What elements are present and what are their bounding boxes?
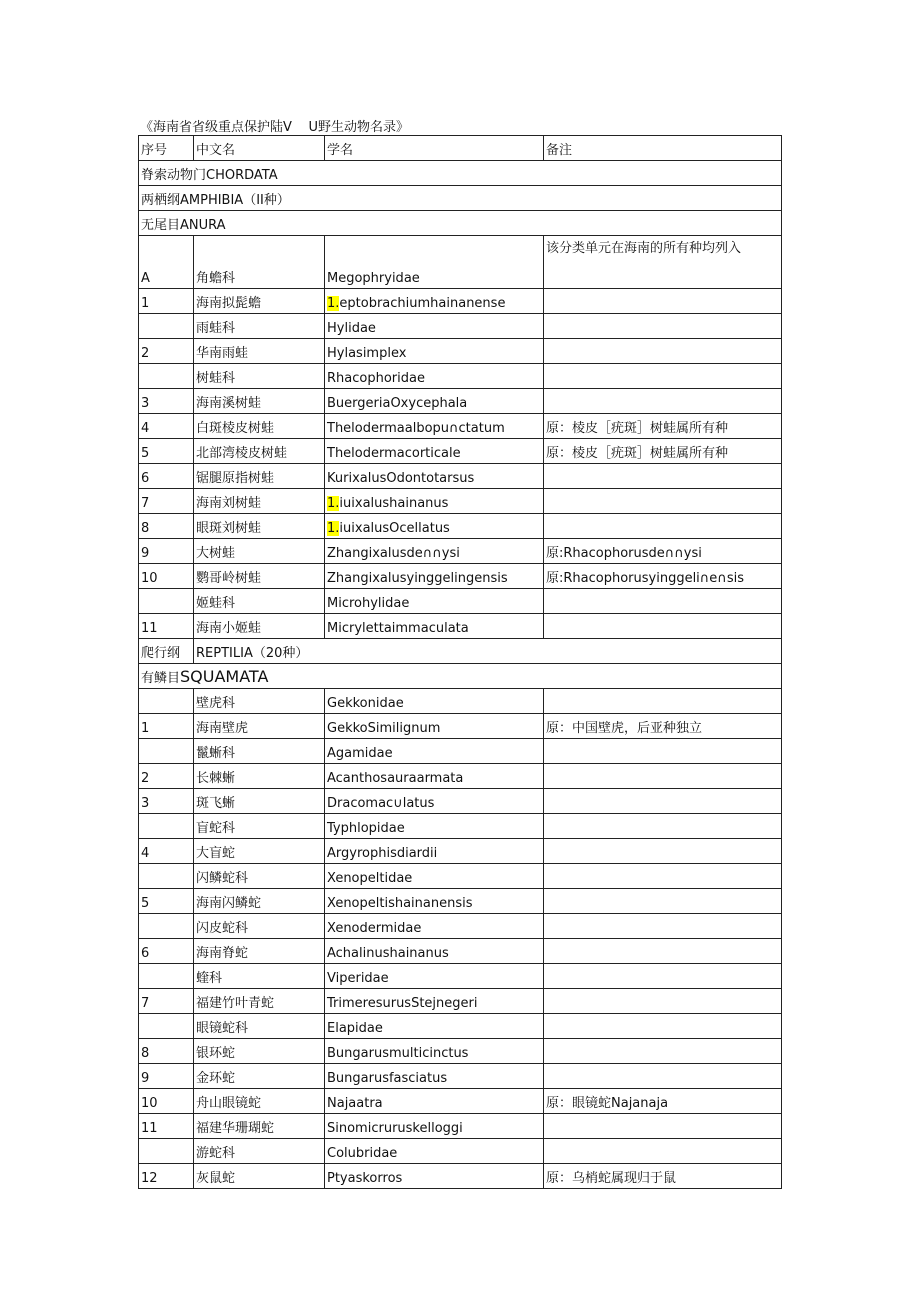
header-sci: 学名 — [325, 136, 544, 161]
cell-cn: 华南雨蛙 — [194, 339, 325, 364]
table-row — [139, 1164, 782, 1189]
cell-note — [544, 889, 782, 914]
cell-cn: 海南刘树蛙 — [194, 489, 325, 514]
cell-no: 9 — [139, 1064, 194, 1089]
cell-cn: 海南壁虎 — [194, 714, 325, 739]
cell-no: 7 — [139, 989, 194, 1014]
table-row — [139, 589, 782, 614]
cell-cn: 福建竹叶青蛇 — [194, 989, 325, 1014]
cell-note — [544, 389, 782, 414]
cell-note — [544, 864, 782, 889]
table-row — [139, 989, 782, 1014]
cell-note — [544, 814, 782, 839]
cell-cn: 海南拟髭蟾 — [194, 289, 325, 314]
cell-sci: Xenopeltishainanensis — [325, 889, 544, 914]
cell-sci: Megophryidae — [325, 236, 544, 289]
title-right: U野生动物名录》 — [308, 120, 409, 135]
cell-cn: 眼镜蛇科 — [194, 1014, 325, 1039]
cell-no — [139, 964, 194, 989]
table-row — [139, 489, 782, 514]
table-row — [139, 889, 782, 914]
section-row — [139, 186, 782, 211]
cell-sci: Dracomac∪latus — [325, 789, 544, 814]
highlight-mark: 1. — [327, 521, 340, 536]
cell-cn: 北部湾棱皮树蛙 — [194, 439, 325, 464]
section-amphibia: 两栖纲AMPHIBIA（II种） — [139, 186, 782, 211]
cell-note — [544, 589, 782, 614]
cell-note: 原：棱皮［疣斑］树蛙属所有种 — [544, 414, 782, 439]
table-row — [139, 614, 782, 639]
cell-no — [139, 1139, 194, 1164]
section-squamata-a: 有鳞目 — [141, 671, 181, 686]
cell-cn: 鬣蜥科 — [194, 739, 325, 764]
cell-no: 10 — [139, 564, 194, 589]
cell-cn: 锯腿原指树蛙 — [194, 464, 325, 489]
cell-no — [139, 864, 194, 889]
cell-cn: 海南小姬蛙 — [194, 614, 325, 639]
table-row — [139, 289, 782, 314]
sci-name-text: eptobrachiumhainanense — [339, 296, 506, 311]
cell-note — [544, 289, 782, 314]
cell-note: 原:Rhacophorusde∩∩ysi — [544, 539, 782, 564]
sci-name-text: iuixalusOcellatus — [339, 521, 450, 536]
cell-cn: 壁虎科 — [194, 689, 325, 714]
cell-sci: Achalinushainanus — [325, 939, 544, 964]
cell-sci: Thelodermaalbopu∩ctatum — [325, 414, 544, 439]
cell-note — [544, 789, 782, 814]
header-row — [139, 136, 782, 161]
table-row — [139, 964, 782, 989]
table-row — [139, 839, 782, 864]
section-row — [139, 211, 782, 236]
highlight-mark: 1. — [327, 296, 340, 311]
cell-sci — [325, 289, 544, 314]
cell-sci: Zhangixalusyinggelingensis — [325, 564, 544, 589]
title-left: 《海南省省级重点保护陆V — [140, 120, 292, 135]
cell-sci: Argyrophisdiardii — [325, 839, 544, 864]
cell-cn: 鹦哥岭树蛙 — [194, 564, 325, 589]
cell-sci — [325, 514, 544, 539]
cell-sci: GekkoSimilignum — [325, 714, 544, 739]
cell-cn: 银环蛇 — [194, 1039, 325, 1064]
cell-no — [139, 1014, 194, 1039]
cell-cn: 盲蛇科 — [194, 814, 325, 839]
section-reptilia-b: REPTILIA（20种） — [194, 639, 782, 664]
cell-no: 2 — [139, 764, 194, 789]
cell-note — [544, 989, 782, 1014]
table-row — [139, 864, 782, 889]
cell-sci: Hylasimplex — [325, 339, 544, 364]
cell-sci: KurixalusOdontotarsus — [325, 464, 544, 489]
cell-note: 原：棱皮［疣斑］树蛙属所有种 — [544, 439, 782, 464]
cell-cn: 斑飞蜥 — [194, 789, 325, 814]
cell-no — [139, 689, 194, 714]
cell-cn: 白斑棱皮树蛙 — [194, 414, 325, 439]
cell-no: 1 — [139, 289, 194, 314]
cell-no: 1 — [139, 714, 194, 739]
cell-cn: 游蛇科 — [194, 1139, 325, 1164]
cell-sci: Xenodermidae — [325, 914, 544, 939]
sci-name-text: iuixalushainanus — [339, 496, 449, 511]
section-reptilia-a: 爬行纲 — [139, 639, 194, 664]
table-row — [139, 414, 782, 439]
table-row — [139, 514, 782, 539]
cell-sci: Hylidae — [325, 314, 544, 339]
cell-cn: 海南脊蛇 — [194, 939, 325, 964]
cell-note — [544, 514, 782, 539]
cell-no: A — [139, 236, 194, 289]
cell-cn: 长棘蜥 — [194, 764, 325, 789]
cell-no: 11 — [139, 1114, 194, 1139]
section-row — [139, 639, 782, 664]
cell-cn: 舟山眼镜蛇 — [194, 1089, 325, 1114]
cell-no: 7 — [139, 489, 194, 514]
cell-note: 原：乌梢蛇属现归于鼠 — [544, 1164, 782, 1189]
cell-cn: 大盲蛇 — [194, 839, 325, 864]
section-row — [139, 161, 782, 186]
cell-sci — [325, 489, 544, 514]
cell-note — [544, 339, 782, 364]
cell-note: 原：眼镜蛇Najanaja — [544, 1089, 782, 1114]
header-cn: 中文名 — [194, 136, 325, 161]
cell-cn: 福建华珊瑚蛇 — [194, 1114, 325, 1139]
cell-cn: 角蟾科 — [194, 236, 325, 289]
cell-no: 10 — [139, 1089, 194, 1114]
cell-sci: Agamidae — [325, 739, 544, 764]
cell-note: 该分类单元在海南的所有种均列入 — [544, 236, 782, 289]
cell-sci: Gekkonidae — [325, 689, 544, 714]
cell-no: 4 — [139, 414, 194, 439]
cell-sci: Acanthosauraarmata — [325, 764, 544, 789]
table-row — [139, 389, 782, 414]
cell-sci: Najaatra — [325, 1089, 544, 1114]
section-chordata: 脊索动物门CHORDATA — [139, 161, 782, 186]
header-no: 序号 — [139, 136, 194, 161]
cell-note — [544, 739, 782, 764]
cell-no — [139, 589, 194, 614]
cell-no — [139, 914, 194, 939]
cell-sci: Typhlopidae — [325, 814, 544, 839]
cell-note — [544, 489, 782, 514]
cell-no: 11 — [139, 614, 194, 639]
species-table — [138, 135, 782, 1189]
section-anura: 无尾目ANURA — [139, 211, 782, 236]
cell-sci: Zhangixalusde∩∩ysi — [325, 539, 544, 564]
cell-sci: Ptyaskorros — [325, 1164, 544, 1189]
section-row — [139, 664, 782, 689]
cell-sci: Bungarusfasciatus — [325, 1064, 544, 1089]
cell-sci: Rhacophoridae — [325, 364, 544, 389]
cell-no — [139, 814, 194, 839]
cell-note — [544, 364, 782, 389]
cell-no — [139, 364, 194, 389]
table-row — [139, 714, 782, 739]
cell-sci: Colubridae — [325, 1139, 544, 1164]
cell-cn: 闪皮蛇科 — [194, 914, 325, 939]
table-row — [139, 236, 782, 289]
cell-note — [544, 464, 782, 489]
table-row — [139, 1139, 782, 1164]
section-squamata-b: SQUAMATA — [180, 667, 269, 686]
cell-no: 6 — [139, 464, 194, 489]
cell-cn: 蝰科 — [194, 964, 325, 989]
cell-note — [544, 1114, 782, 1139]
cell-no: 5 — [139, 439, 194, 464]
cell-note — [544, 839, 782, 864]
table-row — [139, 939, 782, 964]
cell-sci: Viperidae — [325, 964, 544, 989]
cell-note — [544, 964, 782, 989]
cell-sci: Micrylettaimmaculata — [325, 614, 544, 639]
table-row — [139, 464, 782, 489]
cell-note — [544, 939, 782, 964]
cell-cn: 闪鳞蛇科 — [194, 864, 325, 889]
cell-no: 8 — [139, 514, 194, 539]
cell-note — [544, 764, 782, 789]
cell-cn: 树蛙科 — [194, 364, 325, 389]
cell-cn: 金环蛇 — [194, 1064, 325, 1089]
cell-sci: Sinomicruruskelloggi — [325, 1114, 544, 1139]
cell-sci: Elapidae — [325, 1014, 544, 1039]
cell-cn: 海南闪鳞蛇 — [194, 889, 325, 914]
table-row — [139, 689, 782, 714]
cell-sci: TrimeresurusStejnegeri — [325, 989, 544, 1014]
cell-no: 2 — [139, 339, 194, 364]
table-row — [139, 364, 782, 389]
cell-note — [544, 1139, 782, 1164]
cell-cn: 大树蛙 — [194, 539, 325, 564]
table-row — [139, 1039, 782, 1064]
cell-cn: 海南溪树蛙 — [194, 389, 325, 414]
cell-sci: BuergeriaOxycephala — [325, 389, 544, 414]
cell-sci: Bungarusmulticinctus — [325, 1039, 544, 1064]
cell-no: 5 — [139, 889, 194, 914]
table-row — [139, 1014, 782, 1039]
cell-sci: Xenopeltidae — [325, 864, 544, 889]
cell-note: 原：中国壁虎，后亚种独立 — [544, 714, 782, 739]
header-note: 备注 — [544, 136, 782, 161]
table-row — [139, 339, 782, 364]
cell-note — [544, 1064, 782, 1089]
cell-no: 8 — [139, 1039, 194, 1064]
cell-note — [544, 914, 782, 939]
cell-note — [544, 689, 782, 714]
cell-no: 3 — [139, 389, 194, 414]
table-row — [139, 914, 782, 939]
table-row — [139, 564, 782, 589]
table-row — [139, 1064, 782, 1089]
cell-cn: 眼斑刘树蛙 — [194, 514, 325, 539]
cell-note — [544, 614, 782, 639]
cell-sci: Microhylidae — [325, 589, 544, 614]
highlight-mark: 1. — [327, 496, 340, 511]
table-row — [139, 539, 782, 564]
section-squamata — [139, 664, 782, 689]
cell-no: 12 — [139, 1164, 194, 1189]
cell-cn: 灰鼠蛇 — [194, 1164, 325, 1189]
table-row — [139, 789, 782, 814]
document-title — [140, 116, 409, 135]
cell-no: 6 — [139, 939, 194, 964]
cell-no: 4 — [139, 839, 194, 864]
table-row — [139, 764, 782, 789]
cell-no: 3 — [139, 789, 194, 814]
cell-sci: Thelodermacorticale — [325, 439, 544, 464]
table-row — [139, 314, 782, 339]
cell-no: 9 — [139, 539, 194, 564]
cell-no — [139, 739, 194, 764]
cell-note — [544, 314, 782, 339]
table-row — [139, 439, 782, 464]
cell-cn: 姬蛙科 — [194, 589, 325, 614]
table-row — [139, 1089, 782, 1114]
cell-note — [544, 1014, 782, 1039]
table-row — [139, 1114, 782, 1139]
cell-cn: 雨蛙科 — [194, 314, 325, 339]
cell-no — [139, 314, 194, 339]
cell-note — [544, 1039, 782, 1064]
table-row — [139, 814, 782, 839]
cell-note: 原:Rhacophorusyinggeli∩e∩sis — [544, 564, 782, 589]
table-row — [139, 739, 782, 764]
